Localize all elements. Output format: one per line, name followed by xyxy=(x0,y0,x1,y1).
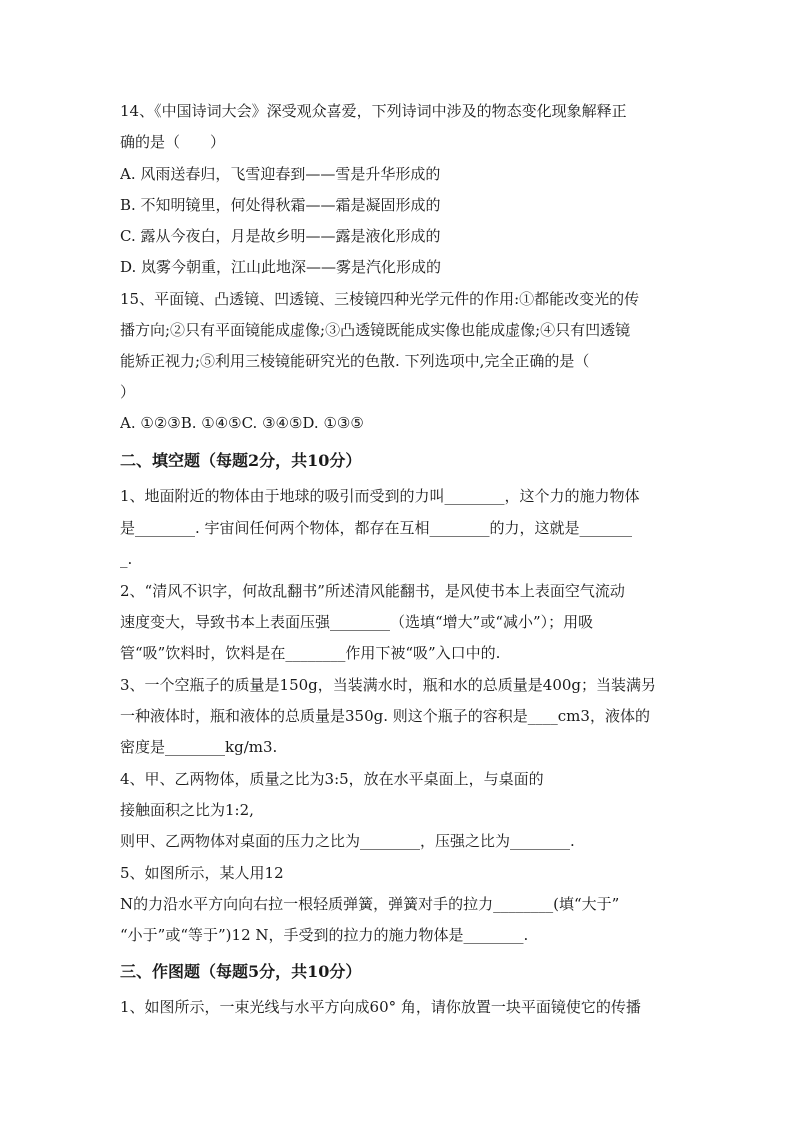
s2-line-13: 5、如图所示，某人用12 xyxy=(120,864,284,882)
s2-line-6: 管“吸”饮料时，饮料是在________作用下被“吸”入口中的. xyxy=(120,644,501,662)
s2-line-4: 2、“清风不识字，何故乱翻书”所述清风能翻书，是风使书本上表面空气流动 xyxy=(120,582,625,600)
q14-stem-line2: 确的是（ ） xyxy=(120,133,226,151)
s2-line-9: 密度是________kg/m3. xyxy=(120,738,278,756)
s2-line-3: _. xyxy=(120,550,133,568)
section3-heading: 三、作图题（每题5分，共10分） xyxy=(120,962,362,981)
s2-line-5: 速度变大，导致书本上表面压强________（选填“增大”或“减小”）；用吸 xyxy=(120,613,594,631)
q15-stem-line1: 15、平面镜、凸透镜、凹透镜、三棱镜四种光学元件的作用:①都能改变光的传 xyxy=(120,290,640,308)
s2-line-11: 接触面积之比为1:2, xyxy=(120,801,254,819)
q14-option-b: B. 不知明镜里，何处得秋霜——霜是凝固形成的 xyxy=(120,196,441,214)
q14-option-d: D. 岚雾今朝重，江山此地深——雾是汽化形成的 xyxy=(120,258,442,276)
q15-stem-line3: 能矫正视力;⑤利用三棱镜能研究光的色散. 下列选项中,完全正确的是（ xyxy=(120,352,590,370)
s2-line-15: “小于”或“等于”)12 N，手受到的拉力的施力物体是________. xyxy=(120,926,529,944)
s2-line-10: 4、甲、乙两物体，质量之比为3:5，放在水平桌面上，与桌面的 xyxy=(120,770,544,788)
section2-heading: 二、填空题（每题2分，共10分） xyxy=(120,451,362,470)
q14-option-c: C. 露从今夜白，月是故乡明——露是液化形成的 xyxy=(120,227,441,245)
q14-option-a: A. 风雨送春归，飞雪迎春到——雪是升华形成的 xyxy=(120,165,441,183)
s2-line-14: N的力沿水平方向向右拉一根轻质弹簧，弹簧对手的拉力________(填“大于” xyxy=(120,895,620,913)
s2-line-7: 3、一个空瓶子的质量是150g，当装满水时，瓶和水的总质量是400g；当装满另 xyxy=(120,676,657,694)
s2-line-1: 1、地面附近的物体由于地球的吸引而受到的力叫________，这个力的施力物体 xyxy=(120,487,640,505)
q15-stem-line2: 播方向;②只有平面镜能成虚像;③凸透镜既能成实像也能成虚像;④只有凹透镜 xyxy=(120,321,631,339)
s2-line-12: 则甲、乙两物体对桌面的压力之比为________，压强之比为________. xyxy=(120,832,575,850)
s2-line-2: 是________. 宇宙间任何两个物体，都存在互相________的力，这就是_______ xyxy=(120,519,633,537)
s3-line-1: 1、如图所示，一束光线与水平方向成60° 角，请你放置一块平面镜使它的传播 xyxy=(120,998,641,1016)
q15-options: A. ①②③B. ①④⑤C. ③④⑤D. ①③⑤ xyxy=(120,414,364,432)
q14-stem-line1: 14、《中国诗词大会》深受观众喜爱，下列诗词中涉及的物态变化现象解释正 xyxy=(120,102,627,120)
s2-line-8: 一种液体时，瓶和液体的总质量是350g. 则这个瓶子的容积是____cm3，液体的 xyxy=(120,707,650,725)
q15-stem-line4: ） xyxy=(120,383,136,401)
